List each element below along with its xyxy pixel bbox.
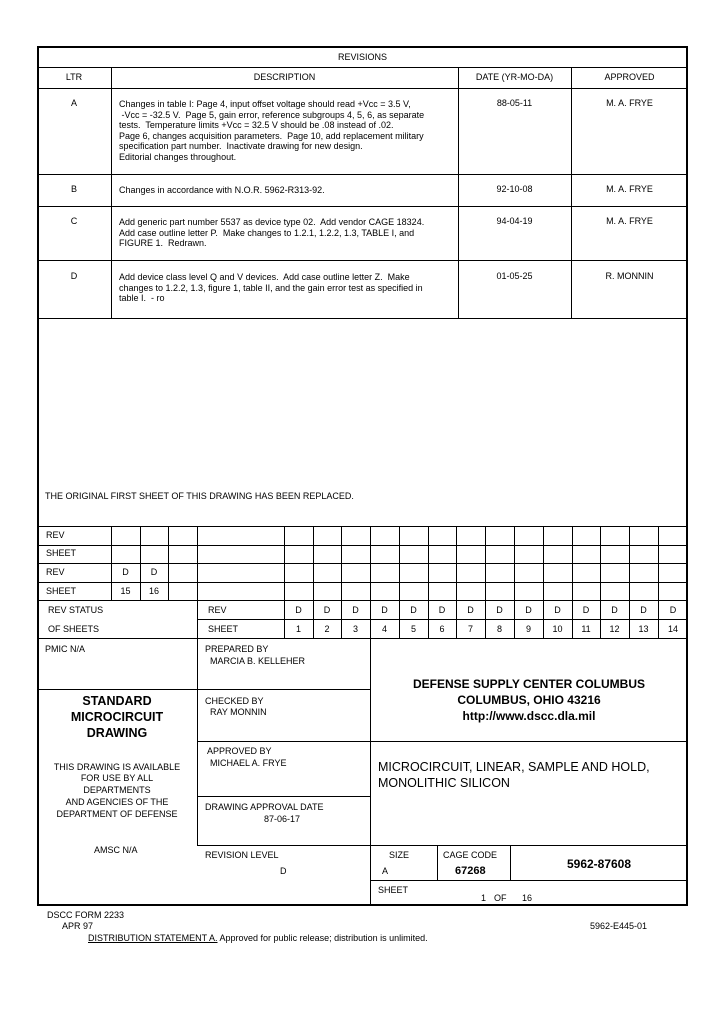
rev-cell: D [525,605,532,615]
standard-title: MICROCIRCUIT [70,710,164,724]
availability-note: DEPARTMENT OF DEFENSE [56,809,178,819]
rev-date: 88-05-11 [496,98,533,108]
divider [284,526,285,638]
rev-cell: D [582,605,590,615]
rev-ltr: D [70,271,78,281]
approved-by-name: MICHAEL A. FRYE [210,758,287,768]
sheet-total: 16 [522,893,533,903]
sheet-label: SHEET [46,586,77,596]
divider [37,563,688,564]
rev-description: Changes in table I: Page 4, input offset voltage should read +Vcc = 3.5 V, -Vcc = -32.5 V. Page 5, gain error, reference subgroups 4, 5, 6, as separate tests. Temperature limits +Vcc = 32.5 V should be .08 instead of .02. Page 6, changes acquisition parameters. Page 10, add replacement military specification part number. Inactivate drawing for new design. Editorial changes throughout. [119,99,425,162]
rev-description: Changes in accordance with N.O.R. 5962-R313-92. [119,185,325,195]
rev-cell: D [669,605,677,615]
divider [37,545,688,546]
checked-by-label: CHECKED BY [205,696,264,706]
approval-date-value: 87-06-17 [264,814,301,824]
sheet-cell: 8 [496,624,502,634]
rev-cell: D [611,605,618,615]
sheet-cell: 13 [638,624,649,634]
availability-note: DEPARTMENTS [83,785,151,795]
divider [428,526,429,638]
divider [37,318,688,319]
divider [37,582,688,583]
divider [572,526,573,638]
availability-note: AND AGENCIES OF THE [65,797,169,807]
form-number: DSCC FORM 2233 [47,910,125,920]
agency-url: http://www.dscc.dla.mil [462,709,596,723]
sheet-cell: 16 [148,586,159,596]
rev-approved: R. MONNIN [605,271,654,281]
amsc-label: AMSC N/A [94,845,138,855]
divider [514,526,515,638]
col-header-date: DATE (YR-MO-DA) [475,72,554,82]
rev-date: 94-04-19 [496,216,533,226]
prepared-by-name: MARCIA B. KELLEHER [210,656,306,666]
rev-cell: D [496,605,503,615]
sheet-cell: 11 [581,624,591,634]
rev-cell: D [323,605,331,615]
rev-label: REV [46,567,65,577]
sheet-cell: 9 [525,624,531,634]
divider [313,526,314,638]
sheet-cell: 15 [120,586,131,596]
sheet-label: SHEET [46,548,77,558]
rev-ltr: B [70,184,77,194]
approved-by-label: APPROVED BY [207,746,272,756]
rev-cell: D [352,605,359,615]
divider [168,526,169,600]
divider [37,67,688,68]
cage-code-value: 67268 [455,865,486,877]
rev-ltr: A [70,98,77,108]
standard-title: DRAWING [86,726,148,740]
divider [629,526,630,638]
of-sheets-label: OF SHEETS [48,624,100,634]
sheet-cell: 12 [609,624,620,634]
sheet-cell: 3 [352,624,358,634]
divider [197,796,370,797]
divider [37,88,688,89]
rev-cell: D [122,567,129,577]
size-label: SIZE [389,850,410,860]
divider [197,741,370,742]
agency-city: COLUMBUS, OHIO 43216 [457,693,601,707]
sheet-current: 1 [481,893,487,903]
revision-level-value: D [280,866,287,876]
sheet-cell: 2 [324,624,330,634]
drawing-title: MONOLITHIC SILICON [378,776,510,790]
rev-approved: M. A. FRYE [606,216,653,226]
rev-status-label: REV STATUS [48,605,104,615]
divider [456,526,457,638]
pmic-label: PMIC N/A [45,644,86,654]
sheet-cell: 4 [381,624,387,634]
distribution-statement [88,933,428,944]
sheet-cell: 14 [667,624,678,634]
divider [399,526,400,638]
distribution-label: DISTRIBUTION STATEMENT A. [88,933,218,943]
availability-note: THIS DRAWING IS AVAILABLE [53,762,181,772]
divider [37,206,688,207]
rev-label: REV [46,530,65,540]
divider [341,526,342,638]
divider [197,689,370,690]
sheet-cell: 5 [410,624,416,634]
rev-cell: D [410,605,417,615]
part-number: 5962-87608 [566,857,632,871]
availability-note: FOR USE BY ALL [80,773,154,783]
divider [370,526,371,638]
divider [37,260,688,261]
divider [37,526,688,527]
form-date: APR 97 [62,921,94,931]
rev-approved: M. A. FRYE [606,184,653,194]
distribution-text: Approved for public release; distribution is unlimited. [217,933,428,943]
rev-cell: D [467,605,474,615]
document-code: 5962-E445-01 [590,921,648,931]
divider [197,845,688,846]
sheet-of: OF [494,893,507,903]
checked-by-name: RAY MONNIN [210,707,267,717]
prepared-by-label: PREPARED BY [205,644,269,654]
sheet-label: SHEET [378,885,409,895]
size-value: A [382,866,389,876]
sheet-cell: 10 [552,624,563,634]
divider [197,619,688,620]
rev-cell: D [640,605,647,615]
rev-cell: D [438,605,446,615]
divider [437,845,438,880]
rev-date: 92-10-08 [496,184,533,194]
rev-date: 01-05-25 [496,271,533,281]
divider [543,526,544,638]
divider [370,741,688,742]
divider [111,67,112,318]
sheet-label: SHEET [208,624,239,634]
revisions-title: REVISIONS [337,52,387,62]
divider [658,526,659,638]
divider [37,174,688,175]
approval-date-label: DRAWING APPROVAL DATE [205,802,324,812]
divider [37,600,688,601]
rev-cell: D [554,605,561,615]
divider [37,689,197,690]
agency-name: DEFENSE SUPPLY CENTER COLUMBUS [412,677,646,691]
cage-code-label: CAGE CODE [443,850,498,860]
rev-cell: D [150,567,158,577]
sheet-cell: 7 [467,624,473,634]
sheet-cell: 6 [439,624,445,634]
divider [197,526,198,638]
rev-cell: D [381,605,388,615]
divider [37,638,688,639]
col-header-ltr: LTR [65,72,83,82]
divider [600,526,601,638]
sheet-cell: 1 [295,624,301,634]
divider [370,880,688,881]
replaced-note: THE ORIGINAL FIRST SHEET OF THIS DRAWING HAS BEEN REPLACED. [45,491,354,501]
standard-title: STANDARD [82,694,152,708]
revision-level-label: REVISION LEVEL [205,850,279,860]
rev-approved: M. A. FRYE [606,98,653,108]
col-header-approved: APPROVED [604,72,655,82]
col-header-description: DESCRIPTION [253,72,316,82]
rev-ltr: C [70,216,78,226]
rev-description: Add device class level Q and V devices. Add case outline letter Z. Make changes to 1.2.2, 1.3, figure 1, table II, and the gain error test as specified in table I. - ro [119,272,423,303]
drawing-title: MICROCIRCUIT, LINEAR, SAMPLE AND HOLD, [378,760,650,774]
rev-description: Add generic part number 5537 as device type 02. Add vendor CAGE 18324. Add case outline letter P. Make changes to 1.2.1, 1.2.2, 1.3, TABLE I, and FIGURE 1. Redrawn. [119,217,425,248]
rev-label: REV [208,605,227,615]
rev-cell: D [295,605,302,615]
divider [485,526,486,638]
